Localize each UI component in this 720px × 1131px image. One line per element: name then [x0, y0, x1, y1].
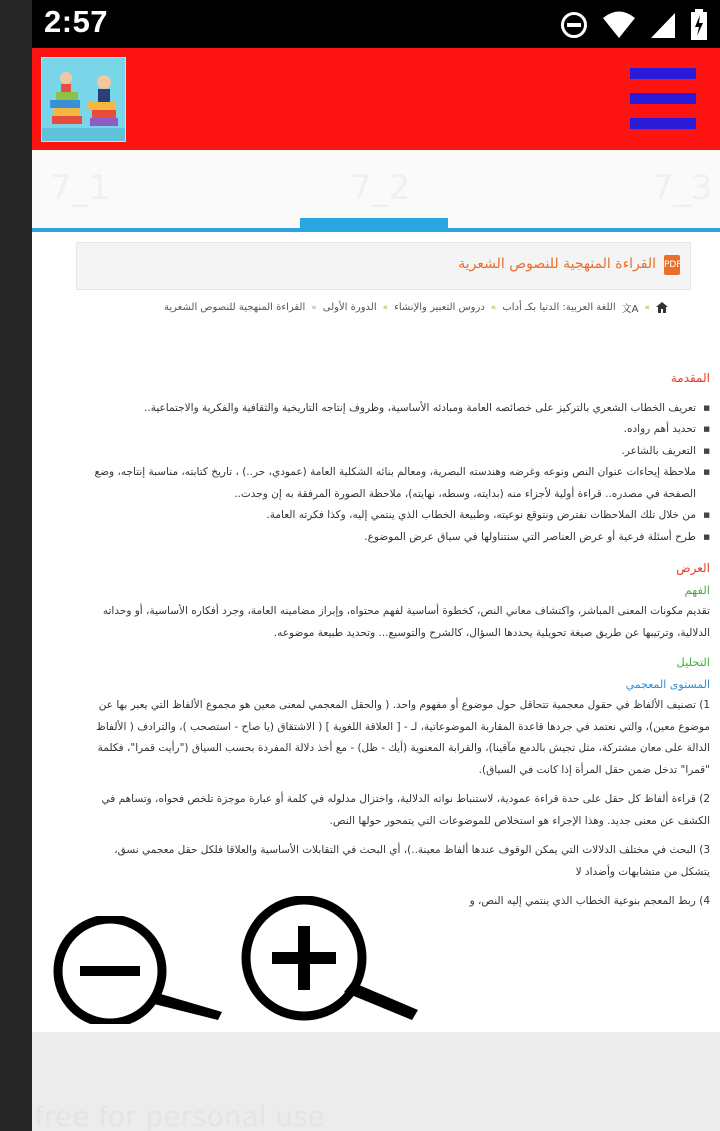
breadcrumb-item[interactable]: اللغة العربية: الدنيا بكـ أداب [502, 302, 616, 313]
tab-7-3[interactable]: 7_3 [652, 168, 713, 208]
list-item: ■ تحديد أهم رواده. [88, 419, 696, 441]
lexical-heading: المستوى المعجمي [625, 677, 710, 691]
cell-signal-icon [650, 11, 676, 39]
breadcrumb-separator-icon: » [490, 302, 497, 313]
body-heading: العرض [676, 561, 710, 575]
pdf-icon[interactable]: PDF [664, 255, 680, 275]
do-not-disturb-icon [560, 11, 588, 39]
phone-screen [32, 0, 720, 1131]
intro-list [88, 398, 710, 549]
status-time: 2:57 [44, 4, 109, 39]
article-body [88, 368, 710, 921]
tab-7-1[interactable]: 7_1 [50, 168, 111, 208]
article-header [76, 242, 691, 290]
breadcrumb [164, 300, 668, 315]
breadcrumb-separator-icon: » [311, 302, 317, 313]
tab-indicator [300, 218, 448, 228]
app-logo [41, 57, 126, 142]
paragraph: 2) قراءة ألفاظ كل حقل على حدة قراءة عمودية، لاستنباط نواته الدلالية، واختزال مدلوله في كلمة أو عبارة موجزة تلخص فحواه، وتساهم في الكشف عن معنى جديد. وهذا الإجراء هو استخلاص للموضوعات التي يتمحور حولها النص. [101, 793, 710, 827]
home-icon[interactable] [656, 302, 668, 313]
status-bar [32, 0, 720, 48]
watermark-text: free for personal use [34, 1100, 325, 1131]
menu-bar [630, 68, 696, 79]
breadcrumb-current: القراءة المنهجية للنصوص الشعرية [163, 302, 306, 313]
list-item: ■ طرح أسئلة فرعية أو عرض العناصر التي سنتناولها في سياق عرض الموضوع. [88, 527, 696, 549]
menu-bar [630, 93, 696, 104]
analysis-heading: التحليل [676, 655, 710, 669]
menu-bar [630, 118, 696, 129]
article-title: القراءة المنهجية للنصوص الشعرية [458, 256, 656, 272]
status-icons [560, 9, 708, 41]
zoom-out-icon[interactable] [42, 916, 232, 1024]
list-item: ■ من خلال تلك الملاحظات نفترض ونتوقع نوعيته، وطبيعة الخطاب الذي ينتمي إليه، وكذا فكرته العامة. [88, 505, 696, 527]
paragraph: 4) ربط المعجم بنوعية الخطاب الذي ينتمي إليه النص، و [469, 895, 710, 907]
tab-7-2[interactable]: 7_2 [350, 168, 411, 208]
breadcrumb-separator-icon: » [644, 302, 650, 313]
understanding-text: تقديم مكونات المعنى المباشر، واكتشاف معاني النص، كخطوة أساسية لفهم محتواه، وإبراز مضامينه العامة، وجرد أفكاره الأساسية، أو وحداته الدلالية، وترتيبها عن طريق صيغة تحويلية يحددها السؤال، كالشرح والتوسيع... وتحديد طبيعة موضوعه. [102, 605, 710, 639]
understanding-heading: الفهم [684, 582, 710, 597]
intro-heading: المقدمة [670, 371, 710, 385]
app-bar [32, 48, 720, 150]
wifi-icon [602, 11, 636, 39]
tab-bar [32, 150, 720, 232]
breadcrumb-item[interactable]: دروس التعبير والإنشاء [394, 302, 485, 313]
list-item: ■ تعريف الخطاب الشعري بالتركيز على خصائصه العامة ومبادئه الأساسية، وظروف إنتاجه التاريخية والثقافية والفكرية والاجتماعية.. [88, 398, 696, 420]
list-item: ■ ملاحظة إيحاءات عنوان النص ونوعه وغرضه وهندسته البصرية، ومعالم بنائه الشكلية العامة (عمودي، حر..) ، تاريخ كتابته، مناسبة إنتاجه، وضع الصفحة في مصدره.. قراءة أولية لأجزاء منه (بدايته، وسطه، نهايته)، ملاحظة الصورة المرفقة به إن وجدت.. [88, 462, 696, 505]
paragraph: 3) البحث في مختلف الدلالات التي يمكن الوقوف عندها ألفاظ معينة..)، أي البحث في التقابلات الأساسية والعلاقا فلكل حقل معجمي نسق، يتشكل من متشابهات وأضداد لا [114, 844, 710, 878]
zoom-in-icon[interactable] [232, 896, 432, 1026]
breadcrumb-item[interactable]: الدورة الأولى [322, 302, 377, 313]
translate-icon: 文A [621, 304, 639, 315]
menu-button[interactable] [630, 68, 698, 130]
list-item: ■ التعريف بالشاعر. [88, 441, 696, 463]
battery-charging-icon [690, 9, 708, 41]
paragraph: 1) تصنيف الألفاظ في حقول معجمية تتحاقل حول موضوع أو مفهوم واحد. ( والحقل المعجمي لمعنى معين هو مجموع الألفاظ التي يعبر بها عن موضوع معين)، والتي نعتمد في جردها قاعدة المقاربة الموضوعاتية، لـ - [ العلاقة اللغوية ] ( الاشتقاق (يا صاح - استصحب )، والترادف ( الألفاظ الدالة على معان مشتركة، مثل تجيش بالدمع مآقينا)، والقرابة المعنوية (أيك - ظل) - مع أخذ دلالة المفردة بحسب السياق ("رأيت قمرا"، فكلمة "قمرا" تدخل ضمن حقل المرأة إذا كانت في السياق). [96, 699, 710, 776]
breadcrumb-separator-icon: » [382, 302, 389, 313]
